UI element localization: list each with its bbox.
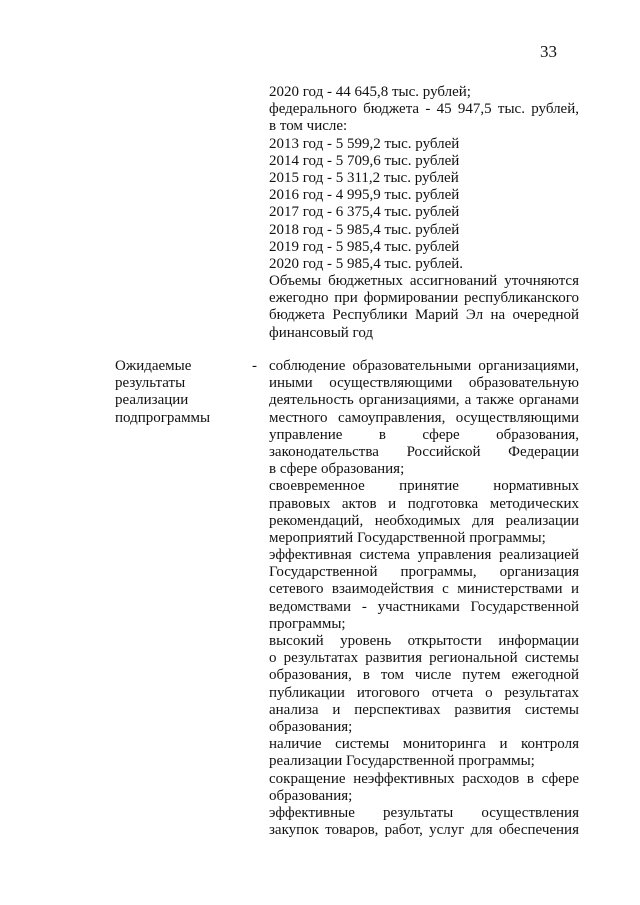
text-line: образования; xyxy=(269,718,353,735)
text-line: образования; xyxy=(269,787,353,804)
text-line: высокий уровень открытости информации xyxy=(269,633,579,649)
text-line: 2016 год - 4 995,9 тыс. рублей xyxy=(269,187,460,204)
text-line: 2020 год - 5 985,4 тыс. рублей. xyxy=(269,255,464,272)
text-line: Объемы бюджетных ассигнований уточняются xyxy=(269,273,579,290)
text-line: сетевого взаимодействия с министерствами и xyxy=(269,581,579,598)
text-line: 2017 год - 6 375,4 тыс. рублей xyxy=(269,204,460,221)
text-line: образования, в том числе путем ежегодной xyxy=(269,667,579,684)
text-line: эффективная система управления реализацией xyxy=(269,547,579,564)
text-line: программы; xyxy=(269,615,346,632)
text-line: 2019 год - 5 985,4 тыс. рублей xyxy=(269,238,460,255)
expected-results-label xyxy=(115,358,255,427)
text-line: в сфере образования; xyxy=(269,461,405,478)
text-line: 2015 год - 5 311,2 тыс. рублей xyxy=(269,169,459,186)
text-line: бюджета Республики Марий Эл на очередной xyxy=(269,307,579,324)
text-line: федерального бюджета - 45 947,5 тыс. рублей, xyxy=(269,101,579,118)
text-line: анализа и перспективах развития системы xyxy=(269,701,579,718)
text-line: деятельность организациями, а также органами xyxy=(269,392,579,409)
text-line: управление в сфере образования, xyxy=(269,426,579,443)
text-line: эффективные результаты осуществления xyxy=(269,804,579,821)
label-line: подпрограммы xyxy=(115,409,211,426)
page-number: 33 xyxy=(540,42,557,61)
text-line: Государственной программы, организация xyxy=(269,564,579,581)
text-line: сокращение неэффективных расходов в сфере xyxy=(269,770,579,787)
budget-allocations-text xyxy=(269,84,579,342)
label-line: Ожидаемые xyxy=(115,358,192,374)
text-line: 2013 год - 5 599,2 тыс. рублей xyxy=(269,135,460,152)
text-line: ведомствами - участниками Государственной xyxy=(269,598,579,615)
label-line: реализации xyxy=(115,392,189,409)
text-line: о результатах развития региональной системы xyxy=(269,650,579,667)
text-line: соблюдение образовательными организациями, xyxy=(269,358,579,374)
label-line: результаты xyxy=(115,375,186,392)
text-line: публикации итогового отчета о результатах xyxy=(269,684,579,701)
text-line: ежегодно при формировании республиканского xyxy=(269,290,579,307)
text-line: 2014 год - 5 709,6 тыс. рублей xyxy=(269,152,460,169)
text-line: 2020 год - 44 645,8 тыс. рублей; xyxy=(269,84,471,100)
text-line: местного самоуправления, осуществляющими xyxy=(269,409,579,426)
text-line: 2018 год - 5 985,4 тыс. рублей xyxy=(269,221,460,238)
text-line: закупок товаров, работ, услуг для обеспечения xyxy=(269,822,579,839)
expected-results-text xyxy=(269,358,579,839)
text-line: наличие системы мониторинга и контроля xyxy=(269,736,579,753)
text-line: своевременное принятие нормативных xyxy=(269,478,579,495)
text-line: правовых актов и подготовка методических xyxy=(269,495,579,512)
text-line: иными осуществляющими образовательную xyxy=(269,375,579,392)
row-dash: - xyxy=(252,358,257,374)
text-line: реализации Государственной программы; xyxy=(269,753,535,770)
text-line: финансовый год xyxy=(269,324,374,341)
text-line: в том числе: xyxy=(269,118,348,135)
text-line: рекомендаций, необходимых для реализации xyxy=(269,512,579,529)
text-line: законодательства Российской Федерации xyxy=(269,443,579,460)
text-line: мероприятий Государственной программы; xyxy=(269,529,546,546)
